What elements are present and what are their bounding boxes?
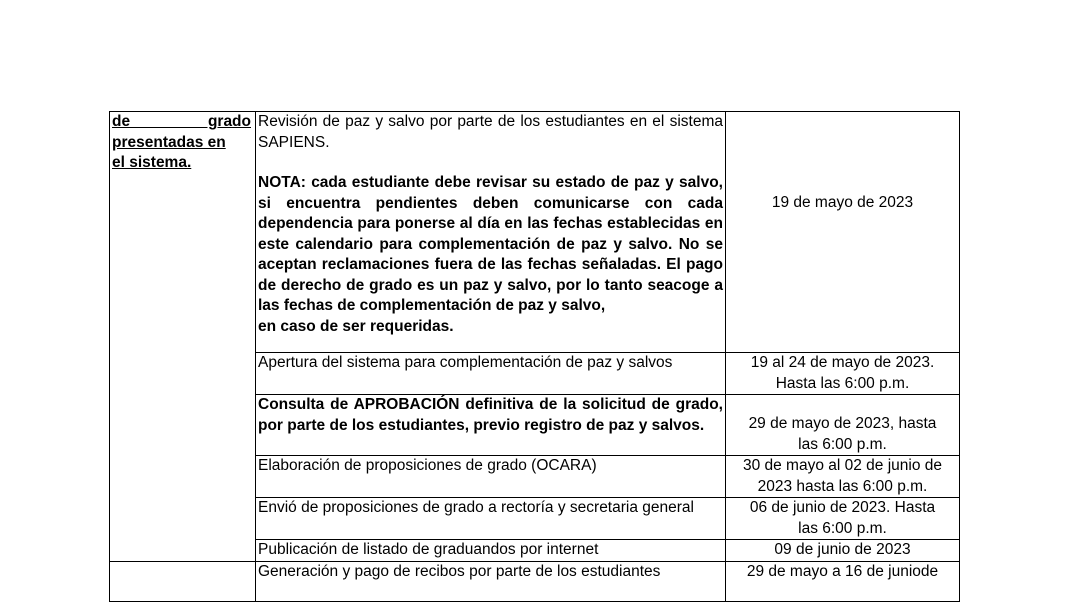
table-row bbox=[110, 112, 960, 353]
date-line-2: las 6:00 p.m. bbox=[798, 519, 887, 537]
date-line-2: las 6:00 p.m. bbox=[798, 435, 887, 453]
calendar-table bbox=[109, 111, 960, 602]
date-line-1: 30 de mayo al 02 de junio de bbox=[742, 457, 943, 474]
stage-cell bbox=[110, 112, 256, 562]
activity-cell bbox=[256, 353, 726, 395]
activity-text: Elaboración de proposiciones de grado (OCARA) bbox=[258, 457, 597, 474]
date-text: 19 de mayo de 2023 bbox=[771, 194, 914, 211]
date-cell bbox=[726, 498, 960, 540]
date-line-1: 29 de mayo de 2023, hasta bbox=[748, 415, 937, 432]
activity-text bbox=[258, 395, 723, 436]
activity-cell bbox=[256, 561, 726, 601]
activity-part-1: Consulta de bbox=[258, 396, 354, 413]
nota-text: NOTA: cada estudiante debe revisar su estado de paz y salvo, si encuentra pendientes deben comunicarse con cada dependencia para ponerse al día en las fechas establecidas en este calendario para complementación de paz y salvo. No se aceptan reclamaciones fuera de las fechas señaladas. El pago de derecho de grado es un paz y salvo, por lo tanto seacoge a las fechas de complementación de paz y salvo, bbox=[258, 174, 723, 314]
table-row bbox=[110, 561, 960, 601]
stage-line-3: el sistema. bbox=[112, 154, 192, 171]
date-cell bbox=[726, 540, 960, 562]
date-cell bbox=[726, 395, 960, 456]
stage-cell bbox=[110, 561, 256, 601]
activity-text: Envió de proposiciones de grado a rectoría y secretaria general bbox=[258, 499, 694, 516]
activity-text: Generación y pago de recibos por parte de los estudiantes bbox=[258, 562, 661, 580]
date-line-2: Hasta las 6:00 p.m. bbox=[775, 374, 910, 392]
activity-text: Revisión de paz y salvo por parte de los estudiantes en el sistema SAPIENS. bbox=[258, 113, 723, 151]
date-cell bbox=[726, 112, 960, 353]
activity-cell bbox=[256, 540, 726, 562]
activity-part-3: definitiva de la solicitud de grado, por parte de los estudiantes, previo registro de paz y salvos. bbox=[258, 396, 723, 434]
date-line-2: 2023 hasta las 6:00 p.m. bbox=[757, 477, 928, 495]
date-cell bbox=[726, 561, 960, 601]
date-text: 29 de mayo a 16 de juniode bbox=[746, 562, 939, 580]
activity-cell bbox=[256, 112, 726, 353]
activity-part-2: APROBACIÓN bbox=[353, 396, 460, 413]
stage-line-2: presentadas en bbox=[112, 133, 226, 151]
date-cell bbox=[726, 456, 960, 498]
date-cell bbox=[726, 353, 960, 395]
activity-cell bbox=[256, 395, 726, 456]
date-line-1: 19 al 24 de mayo de 2023. bbox=[750, 354, 935, 371]
activity-text: Publicación de listado de graduandos por internet bbox=[258, 541, 599, 558]
nota-tail: en caso de ser requeridas. bbox=[258, 317, 454, 335]
date-text: 09 de junio de 2023 bbox=[774, 541, 911, 558]
activity-cell bbox=[256, 456, 726, 498]
date-line-1: 06 de junio de 2023. Hasta bbox=[749, 499, 936, 516]
stage-line-1: de grado bbox=[112, 113, 251, 130]
activity-cell bbox=[256, 498, 726, 540]
activity-text: Apertura del sistema para complementación de paz y salvos bbox=[258, 354, 673, 371]
